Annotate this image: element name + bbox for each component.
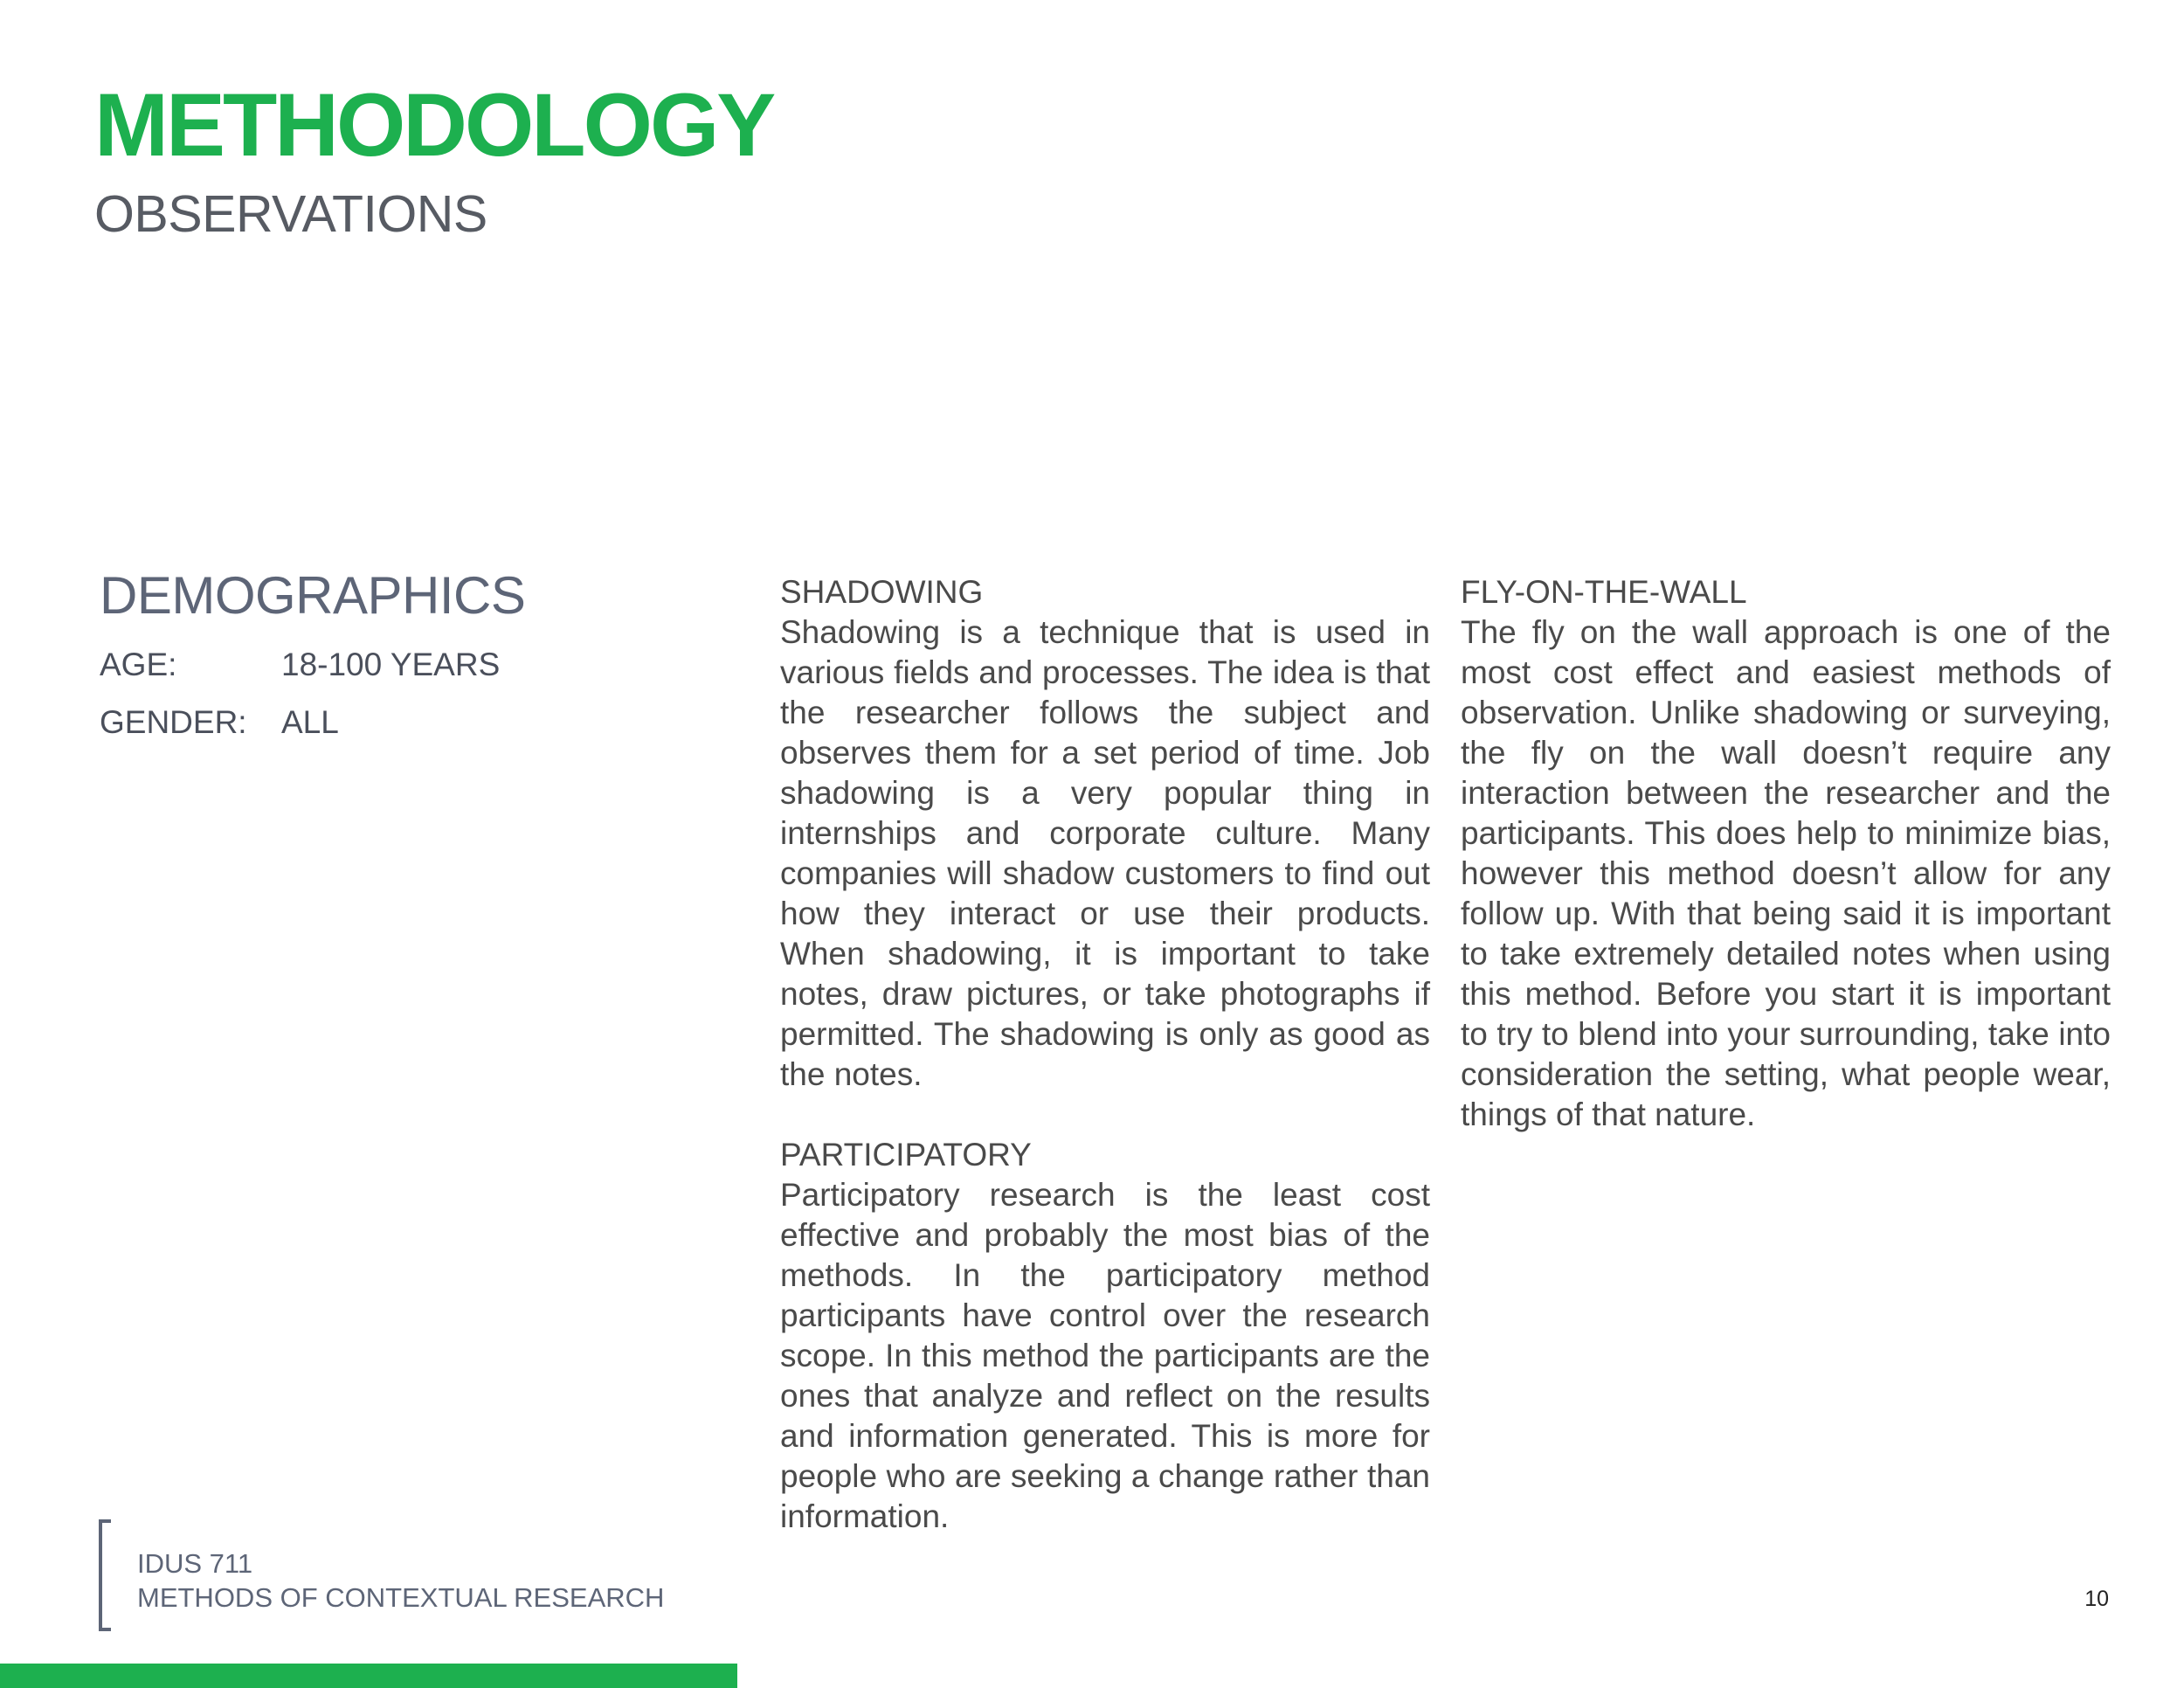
- shadowing-section: [780, 572, 1430, 1095]
- page-title: METHODOLOGY: [94, 75, 774, 175]
- shadowing-body: Shadowing is a technique that is used in various fields and processes. The idea is that the researcher follows the subject and observes them for a set period of time. Job shadowing is a very popular thing in internships and corporate culture. Many companies will shadow customers to find out how they interact or use their products. When shadowing, it is important to take notes, draw pictures, or take photographs if permitted. The shadowing is only as good as the notes.: [780, 614, 1430, 1092]
- section-spacer: [780, 1095, 1430, 1135]
- shadowing-title: SHADOWING: [780, 574, 984, 610]
- right-column: [1461, 572, 2111, 1135]
- middle-column: [780, 572, 1430, 1537]
- age-value: 18-100 YEARS: [281, 647, 501, 682]
- page-subtitle: OBSERVATIONS: [94, 185, 487, 243]
- gender-value: ALL: [281, 704, 339, 740]
- fly-on-the-wall-body: The fly on the wall approach is one of the most cost effect and easiest methods of observation. Unlike shadowing or surveying, the fly on the wall doesn’t require any interaction between the researcher and the participants. This does help to minimize bias, however this method doesn’t allow for any follow up. With that being said it is important to take extremely detailed notes when using this method. Before you start it is important to try to blend into your surrounding, take into consideration the setting, what people wear, things of that nature.: [1461, 614, 2111, 1132]
- participatory-body: Participatory research is the least cost effective and probably the most bias of the methods. In the participatory method participants have control over the research scope. In this method the participants are the ones that analyze and reflect on the results and information generated. This is more for people who are seeking a change rather than information.: [780, 1177, 1430, 1534]
- demographics-age-row: [100, 648, 500, 681]
- demographics-gender-row: [100, 706, 339, 738]
- course-code: IDUS 711: [137, 1548, 253, 1579]
- age-label: AGE:: [100, 647, 177, 682]
- fly-on-the-wall-title: FLY-ON-THE-WALL: [1461, 574, 1747, 610]
- participatory-section: [780, 1135, 1430, 1537]
- fly-on-the-wall-section: [1461, 572, 2111, 1135]
- page-number: 10: [2084, 1587, 2109, 1611]
- demographics-heading: DEMOGRAPHICS: [100, 566, 526, 625]
- accent-bar: [0, 1664, 737, 1688]
- participatory-title: PARTICIPATORY: [780, 1137, 1032, 1173]
- footer-bracket: [99, 1519, 111, 1631]
- gender-label: GENDER:: [100, 704, 247, 740]
- course-name: METHODS OF CONTEXTUAL RESEARCH: [137, 1582, 665, 1613]
